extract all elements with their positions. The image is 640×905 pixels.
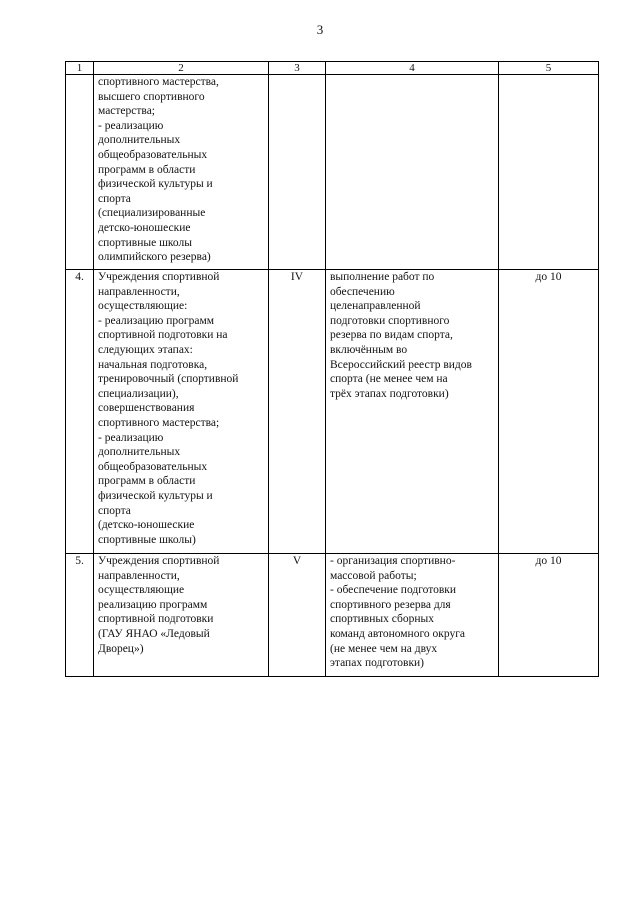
- category-cell: [269, 75, 326, 270]
- limit-cell: до 10: [499, 270, 599, 554]
- text-line: направленности,: [98, 569, 180, 582]
- text-line: трёх этапах подготовки): [330, 387, 449, 400]
- text-line: выполнение работ по: [330, 271, 435, 283]
- text-line: - организация спортивно-: [330, 555, 456, 567]
- text-line: олимпийского резерва): [98, 251, 211, 264]
- text-line: мастерства;: [98, 105, 155, 118]
- text-line: общеобразовательных: [98, 148, 208, 161]
- text-line: спортивного резерва для: [330, 598, 451, 611]
- limit-cell: [499, 75, 599, 270]
- table-row: [66, 75, 599, 270]
- text-line: обеспечению: [330, 285, 395, 298]
- text-line: совершенствования: [98, 402, 195, 415]
- column-header-2: 2: [94, 62, 269, 75]
- text-line: команд автономного округа: [330, 627, 466, 640]
- text-line: высшего спортивного: [98, 90, 205, 103]
- page-number: 3: [316, 22, 324, 37]
- row-number: 5.: [66, 554, 94, 677]
- table-row: [66, 554, 599, 677]
- text-line: спортивного мастерства,: [98, 76, 219, 88]
- text-line: спортивных сборных: [330, 613, 434, 626]
- column-header-3: 3: [269, 62, 326, 75]
- category-cell: IV: [269, 270, 326, 554]
- text-line: спортивные школы: [98, 236, 192, 249]
- institution-description: [94, 554, 269, 677]
- limit-cell: до 10: [499, 554, 599, 677]
- text-line: Всероссийский реестр видов: [330, 358, 472, 371]
- column-header-1: 1: [66, 62, 94, 75]
- text-line: подготовки спортивного: [330, 314, 450, 327]
- text-line: спортивные школы): [98, 533, 196, 546]
- text-line: дополнительных: [98, 446, 181, 459]
- activity-description: [326, 75, 499, 270]
- text-line: (детско-юношеские: [98, 519, 195, 532]
- text-line: программ в области: [98, 475, 196, 488]
- text-line: осуществляющие:: [98, 300, 188, 313]
- row-number: [66, 75, 94, 270]
- text-line: массовой работы;: [330, 569, 417, 582]
- text-line: специализации),: [98, 387, 179, 400]
- text-line: - обеспечение подготовки: [330, 584, 457, 597]
- text-line: физической культуры и: [98, 489, 213, 502]
- activity-description: [326, 554, 499, 677]
- text-line: направленности,: [98, 285, 180, 298]
- text-line: целенаправленной: [330, 300, 421, 313]
- text-line: спортивной подготовки: [98, 613, 214, 626]
- text-line: Учреждения спортивной: [98, 271, 220, 283]
- text-line: спортивного мастерства;: [98, 416, 220, 429]
- category-cell: V: [269, 554, 326, 677]
- column-header-4: 4: [326, 62, 499, 75]
- text-line: дополнительных: [98, 134, 181, 147]
- activity-description: [326, 270, 499, 554]
- text-line: включённым во: [330, 343, 408, 356]
- text-line: тренировочный (спортивной: [98, 373, 239, 386]
- table-header-row: [66, 62, 599, 75]
- text-line: общеобразовательных: [98, 460, 208, 473]
- text-line: следующих этапах:: [98, 343, 193, 356]
- text-line: детско-юношеские: [98, 221, 191, 234]
- text-line: - реализацию: [98, 431, 164, 444]
- institution-description: [94, 75, 269, 270]
- text-line: Учреждения спортивной: [98, 555, 220, 567]
- sports-institutions-table: [65, 61, 599, 677]
- text-line: осуществляющие: [98, 584, 185, 597]
- text-line: (не менее чем на двух: [330, 642, 438, 655]
- text-line: этапах подготовки): [330, 657, 425, 670]
- text-line: спорта: [98, 192, 131, 205]
- text-line: спорта (не менее чем на: [330, 373, 448, 386]
- text-line: физической культуры и: [98, 178, 213, 191]
- text-line: реализацию программ: [98, 598, 208, 611]
- text-line: (ГАУ ЯНАО «Ледовый: [98, 627, 210, 640]
- row-number: 4.: [66, 270, 94, 554]
- table-row: [66, 270, 599, 554]
- text-line: начальная подготовка,: [98, 358, 208, 371]
- text-line: - реализацию: [98, 119, 164, 132]
- text-line: (специализированные: [98, 207, 206, 220]
- text-line: программ в области: [98, 163, 196, 176]
- institution-description: [94, 270, 269, 554]
- text-line: спортивной подготовки на: [98, 329, 228, 342]
- text-line: - реализацию программ: [98, 314, 214, 327]
- text-line: резерва по видам спорта,: [330, 329, 453, 342]
- text-line: Дворец»): [98, 642, 144, 655]
- text-line: спорта: [98, 504, 131, 517]
- column-header-5: 5: [499, 62, 599, 75]
